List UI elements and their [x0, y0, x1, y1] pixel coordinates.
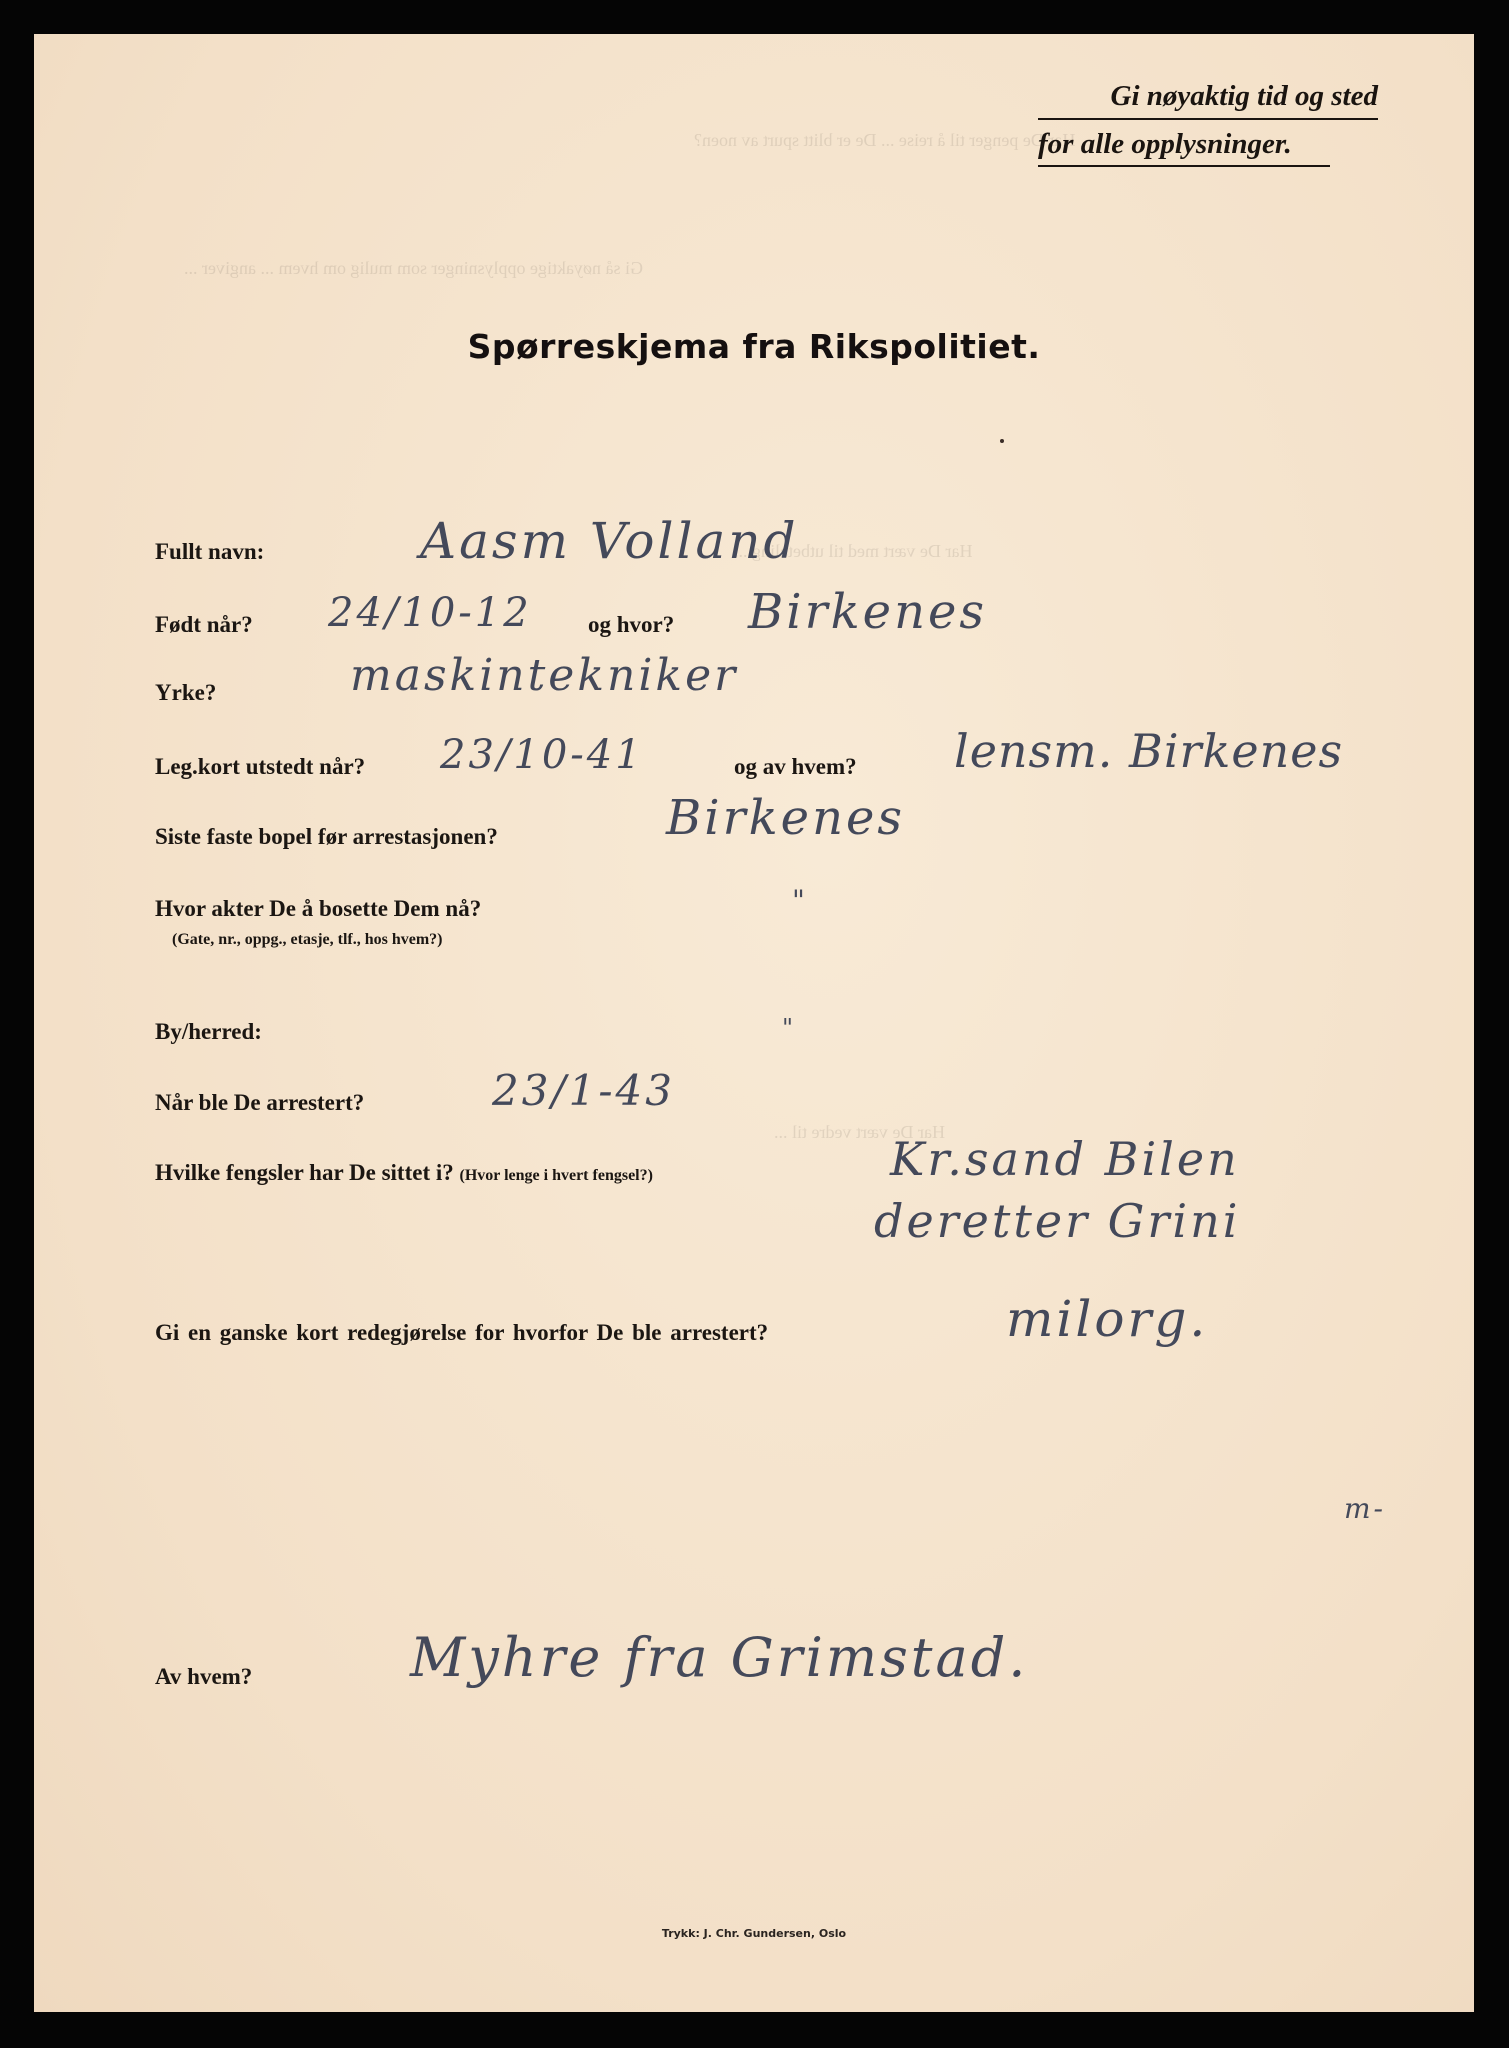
- answer-by-whom: Myhre fra Grimstad.: [410, 1626, 1029, 1689]
- answer-id-issued-by: lensm. Birkenes: [954, 724, 1344, 778]
- label-town: By/herred:: [155, 1019, 262, 1044]
- printer-imprint: Trykk: J. Chr. Gundersen, Oslo: [661, 1927, 847, 1940]
- form-page: [34, 34, 1474, 2012]
- label-id-issued-when: Leg.kort utstedt når?: [155, 754, 366, 779]
- answer-arrested-when: 23/1-43: [492, 1066, 675, 1115]
- answer-settle-where: ": [792, 884, 808, 917]
- label-prisons: [155, 1160, 653, 1186]
- label-id-issued-by: og av hvem?: [734, 754, 857, 779]
- label-born-where: og hvor?: [588, 612, 675, 637]
- answer-born-where: Birkenes: [748, 584, 988, 640]
- answer-last-residence: Birkenes: [666, 790, 906, 846]
- bleed-through-text: Har De penger til å reise ... De er blitt spurt av noen?: [694, 130, 1076, 150]
- label-born-when: Født når?: [155, 612, 253, 637]
- notice-line-2: for alle opplysninger.: [1038, 120, 1330, 168]
- answer-margin-note: m-: [1344, 1492, 1387, 1525]
- answer-id-issued-when: 23/10-41: [440, 732, 644, 778]
- answer-town: ": [782, 1014, 797, 1042]
- bleed-through-text: Har De vært vedre til ...: [774, 1122, 945, 1142]
- label-settle-where-hint: (Gate, nr., oppg., etasje, tlf., hos hvem?): [172, 931, 443, 948]
- answer-full-name: Aasm Volland: [420, 512, 799, 570]
- label-by-whom: Av hvem?: [155, 1664, 253, 1689]
- label-reason: Gi en ganske kort redegjørelse for hvorfor De ble arrestert?: [155, 1320, 769, 1345]
- bleed-through-text: Har De vært med til utbetaling ...: [734, 541, 973, 561]
- answer-born-when: 24/10-12: [328, 590, 532, 636]
- answer-reason: milorg.: [1006, 1290, 1209, 1348]
- label-occupation: Yrke?: [155, 680, 217, 705]
- answer-prisons-line-2: deretter Grini: [874, 1194, 1241, 1248]
- answer-occupation: maskintekniker: [350, 650, 739, 701]
- label-prisons-text: Hvilke fengsler har De sittet i?: [155, 1160, 454, 1185]
- bleed-through-text: Gi så nøyaktige opplysninger som mulig om hvem ... angiver ...: [184, 258, 643, 278]
- label-full-name: Fullt navn:: [155, 539, 265, 564]
- label-last-residence: Siste faste bopel før arrestasjonen?: [155, 824, 498, 849]
- label-arrested-when: Når ble De arrestert?: [155, 1090, 365, 1115]
- form-title: Spørreskjema fra Rikspolitiet.: [467, 327, 1041, 366]
- instruction-notice: [1038, 78, 1378, 167]
- label-prisons-hint: (Hvor lenge i hvert fengsel?): [459, 1167, 653, 1184]
- label-settle-where: Hvor akter De å bosette Dem nå?: [155, 896, 482, 921]
- answer-prisons-line-1: Kr.sand Bilen: [890, 1132, 1240, 1186]
- notice-line-1: Gi nøyaktig tid og sted: [1038, 78, 1378, 120]
- ink-spot: [1000, 439, 1004, 443]
